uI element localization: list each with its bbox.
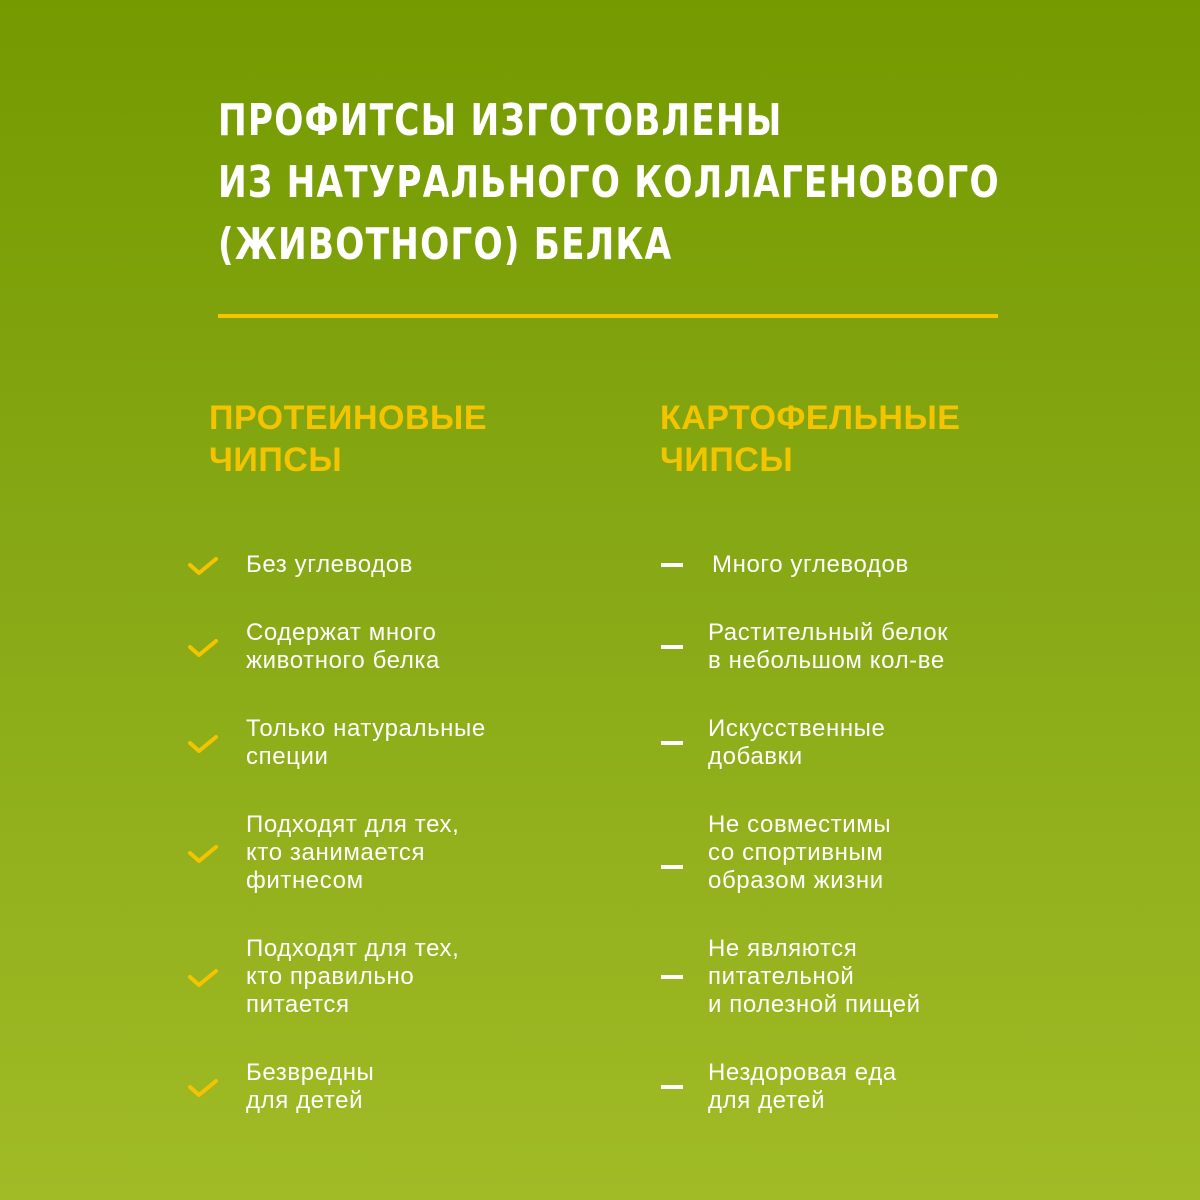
check-icon — [187, 1078, 219, 1098]
protein-item-4-line-2: кто занимается — [246, 839, 426, 866]
protein-item-4-line-1: Подходят для тех, — [246, 811, 460, 838]
protein-item-1-line-1: Без углеводов — [246, 551, 414, 578]
potato-item-3-line-1: Искусственные — [708, 715, 886, 742]
headline-line-2: ИЗ НАТУРАЛЬНОГО КОЛЛАГЕНОВОГО — [218, 157, 1000, 208]
potato-item-1 — [712, 551, 909, 579]
check-icon — [187, 556, 219, 576]
potato-chips-title — [660, 397, 960, 481]
potato-item-5 — [708, 935, 921, 1019]
protein-chips-title-line-2: ЧИПСЫ — [209, 441, 343, 479]
headline — [218, 90, 1000, 276]
protein-chips-title — [209, 397, 487, 481]
divider — [218, 314, 998, 318]
potato-item-3 — [708, 715, 885, 771]
protein-item-2-line-1: Содержат много — [246, 619, 437, 646]
potato-item-5-line-1: Не являются — [708, 935, 858, 962]
check-icon — [187, 968, 219, 988]
potato-item-4 — [708, 811, 891, 895]
potato-item-6-line-2: для детей — [708, 1087, 826, 1114]
potato-chips-title-line-2: ЧИПСЫ — [660, 441, 794, 479]
protein-item-5-line-2: кто правильно — [246, 963, 415, 990]
protein-item-5-line-1: Подходят для тех, — [246, 935, 460, 962]
check-icon — [187, 844, 219, 864]
protein-item-4 — [246, 811, 459, 895]
potato-item-4-line-2: со спортивным — [708, 839, 884, 866]
potato-item-4-line-1: Не совместимы — [708, 811, 892, 838]
potato-item-6-line-1: Нездоровая еда — [708, 1059, 897, 1086]
potato-item-2-line-2: в небольшом кол-ве — [708, 647, 945, 674]
protein-item-5-line-3: питается — [246, 991, 350, 1018]
protein-item-3 — [246, 715, 486, 771]
dash-icon — [661, 741, 683, 745]
check-icon — [187, 638, 219, 658]
protein-item-6 — [246, 1059, 374, 1115]
dash-icon — [661, 645, 683, 649]
potato-item-4-line-3: образом жизни — [708, 867, 884, 894]
dash-icon — [661, 1085, 683, 1089]
potato-item-5-line-3: и полезной пищей — [708, 991, 921, 1018]
headline-line-3: (ЖИВОТНОГО) БЕЛКА — [218, 219, 673, 270]
dash-icon — [661, 865, 683, 869]
protein-item-3-line-1: Только натуральные — [246, 715, 486, 742]
dash-icon — [661, 975, 683, 979]
protein-item-6-line-1: Безвредны — [246, 1059, 375, 1086]
check-icon — [187, 734, 219, 754]
protein-item-1 — [246, 551, 413, 579]
potato-item-1-line-1: Много углеводов — [712, 551, 909, 578]
potato-item-5-line-2: питательной — [708, 963, 855, 990]
protein-chips-title-line-1: ПРОТЕИНОВЫЕ — [209, 399, 488, 437]
protein-item-2-line-2: животного белка — [246, 647, 441, 674]
protein-item-6-line-2: для детей — [246, 1087, 364, 1114]
potato-item-2 — [708, 619, 948, 675]
protein-item-2 — [246, 619, 440, 675]
potato-item-6 — [708, 1059, 897, 1115]
dash-icon — [661, 563, 683, 567]
potato-item-2-line-1: Растительный белок — [708, 619, 949, 646]
protein-item-4-line-3: фитнесом — [246, 867, 364, 894]
potato-chips-title-line-1: КАРТОФЕЛЬНЫЕ — [660, 399, 961, 437]
potato-item-3-line-2: добавки — [708, 743, 803, 770]
protein-item-3-line-2: специи — [246, 743, 329, 770]
headline-line-1: ПРОФИТСЫ ИЗГОТОВЛЕНЫ — [218, 95, 783, 146]
protein-item-5 — [246, 935, 459, 1019]
